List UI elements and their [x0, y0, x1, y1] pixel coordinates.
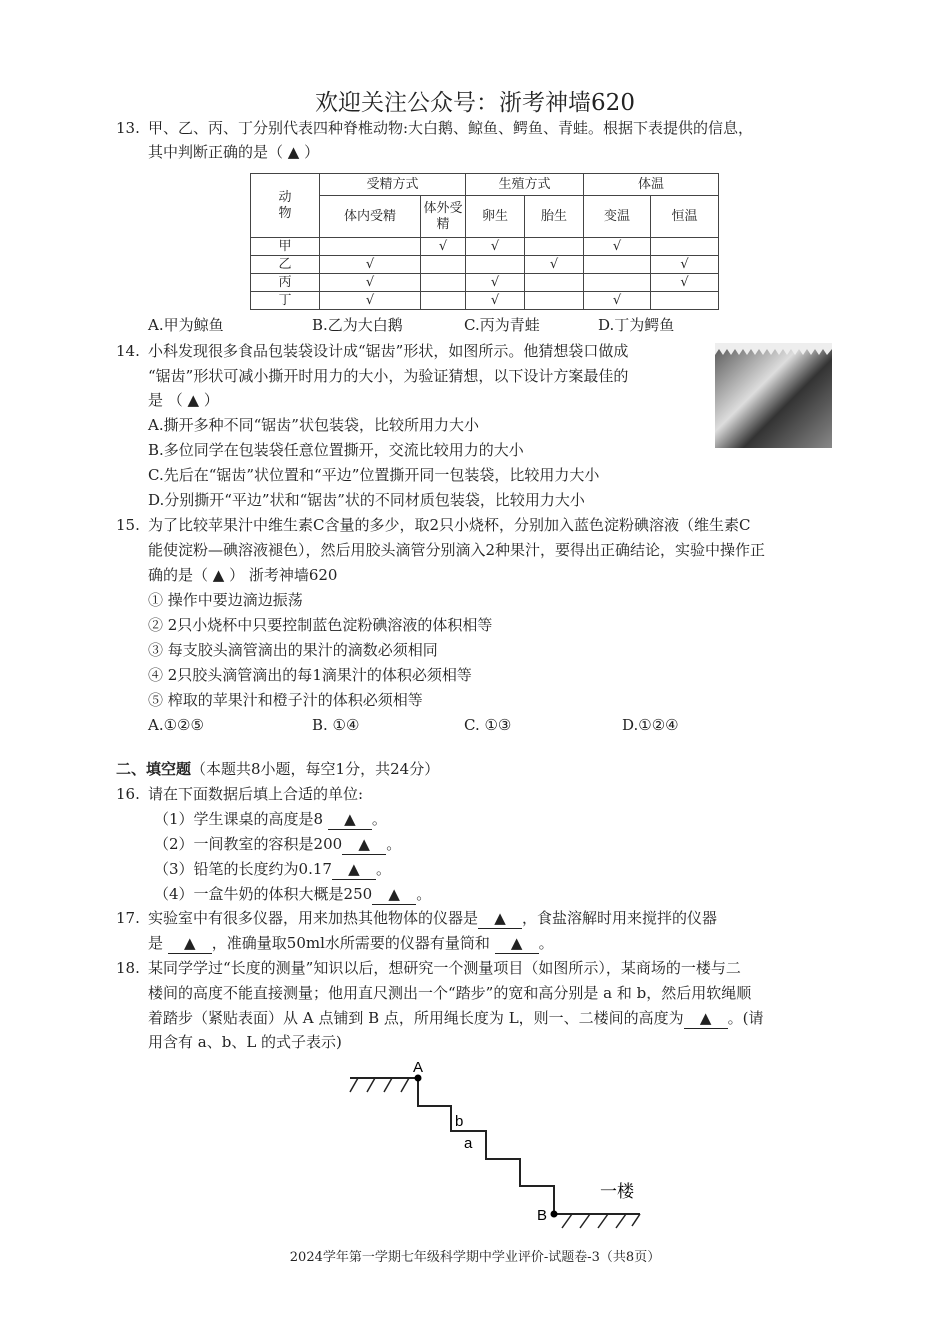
- table-col-header: 胎生: [525, 196, 584, 238]
- q18-number: 18.: [116, 959, 140, 977]
- point-b-label: B: [537, 1207, 548, 1224]
- text-segment: （4）一盒牛奶的体积大概是250: [154, 885, 373, 903]
- table-col-header: 体外受精: [421, 196, 466, 238]
- q14-option: C.先后在“锯齿”状位置和“平边”位置撕开同一包装袋，比较用力大小: [148, 466, 600, 484]
- table-group-header: 体温: [584, 174, 719, 196]
- text-segment: 。(请: [727, 1009, 764, 1027]
- q15-item: ④ 2只胶头滴管滴出的每1滴果汁的体积必须相等: [148, 666, 472, 684]
- text-segment: （2）一间教室的容积是200: [154, 835, 343, 853]
- table-group-header: 生殖方式: [466, 174, 584, 196]
- q15-item: ③ 每支胶头滴管滴出的果汁的滴数必须相同: [148, 641, 438, 659]
- height-b-label: b: [455, 1113, 464, 1130]
- q16-text: 请在下面数据后填上合适的单位:: [148, 785, 364, 803]
- text-segment: 实验室中有很多仪器，用来加热其他物体的仪器是: [148, 909, 479, 927]
- answer-blank: ▲: [495, 933, 539, 954]
- text-segment: 。: [538, 934, 554, 952]
- table-cell: √: [421, 238, 466, 256]
- q13-number: 13.: [116, 119, 140, 137]
- table-cell: √: [466, 238, 525, 256]
- first-floor-label: 一楼: [600, 1182, 634, 1201]
- width-a-label: a: [464, 1135, 473, 1152]
- q15-item: ② 2只小烧杯中只要控制蓝色淀粉碘溶液的体积相等: [148, 616, 493, 634]
- text-segment: 。: [416, 885, 432, 903]
- q15-option-a: A.①②⑤: [148, 716, 204, 734]
- text-segment: ，食盐溶解时用来搅拌的仪器: [522, 909, 718, 927]
- animal-name: 乙: [251, 256, 320, 274]
- text-segment: 。: [375, 860, 391, 878]
- q15-text: 确的是（ ▲ ） 浙考神墙620: [148, 566, 338, 584]
- q14-option: B.多位同学在包装袋任意位置撕开，交流比较用力的大小: [148, 441, 524, 459]
- q14-option: A.撕开多种不同“锯齿”状包装袋，比较所用力大小: [148, 416, 479, 434]
- table-col-header: 卵生: [466, 196, 525, 238]
- answer-blank: ▲: [478, 908, 522, 929]
- answer-blank: ▲: [372, 884, 416, 905]
- table-corner: 动 物: [251, 174, 320, 238]
- text-segment: （3）铅笔的长度约为0.17: [154, 860, 332, 878]
- q14-text: 是 （ ▲ ）: [148, 391, 219, 409]
- q13-text: 其中判断正确的是（ ▲ ）: [148, 143, 320, 161]
- answer-blank: ▲: [342, 834, 386, 855]
- q15-number: 15.: [116, 516, 140, 534]
- q18-text: 用含有 a、b、L 的式子表示): [148, 1033, 342, 1051]
- table-cell: √: [651, 256, 719, 274]
- q15-option-b: B. ①④: [312, 716, 360, 734]
- animal-name: 甲: [251, 238, 320, 256]
- text-segment: 二、填空题: [116, 760, 192, 778]
- table-cell: √: [584, 238, 651, 256]
- answer-blank: ▲: [684, 1008, 728, 1029]
- table-cell: √: [584, 292, 651, 310]
- q13-option-d: D.丁为鳄鱼: [598, 316, 675, 334]
- point-a-label: A: [413, 1059, 424, 1076]
- header-banner: 欢迎关注公众号：浙考神墙620: [315, 90, 635, 116]
- q14-number: 14.: [116, 342, 140, 360]
- text-segment: 。: [371, 810, 387, 828]
- table-group-header: 受精方式: [320, 174, 466, 196]
- q15-item: ① 操作中要边滴边振荡: [148, 591, 303, 609]
- table-col-header: 变温: [584, 196, 651, 238]
- q17-number: 17.: [116, 909, 140, 927]
- text-segment: ，准确量取50ml水所需要的仪器有量筒和: [211, 934, 495, 952]
- table-cell: √: [466, 274, 525, 292]
- q15-option-c: C. ①③: [464, 716, 512, 734]
- text-segment: 是: [148, 934, 168, 952]
- q13-option-c: C.丙为青蛙: [464, 316, 540, 334]
- q14-option: D.分别撕开“平边”状和“锯齿”状的不同材质包装袋，比较用力大小: [148, 491, 585, 509]
- page-footer: 2024学年第一学期七年级科学期中学业评价-试题卷-3（共8页）: [289, 1250, 661, 1265]
- answer-blank: ▲: [168, 933, 212, 954]
- table-col-header: 体内受精: [320, 196, 421, 238]
- text-segment: （本题共8小题，每空1分，共24分）: [191, 760, 440, 778]
- answer-blank: ▲: [328, 809, 372, 830]
- q15-text: 为了比较苹果汁中维生素C含量的多少，取2只小烧杯，分别加入蓝色淀粉碘溶液（维生素C: [148, 516, 751, 534]
- q14-text: “锯齿”形状可减小撕开时用力的大小，为验证猜想，以下设计方案最佳的: [148, 367, 629, 385]
- text-segment: （1）学生课桌的高度是8: [154, 810, 328, 828]
- q14-text: 小科发现很多食品包装袋设计成“锯齿”形状，如图所示。他猜想袋口做成: [148, 342, 629, 360]
- q15-item: ⑤ 榨取的苹果汁和橙子汁的体积必须相等: [148, 691, 423, 709]
- table-cell: √: [320, 292, 421, 310]
- table-col-header: 恒温: [651, 196, 719, 238]
- table-cell: √: [525, 256, 584, 274]
- table-cell: √: [466, 292, 525, 310]
- stairs-outline: [418, 1078, 554, 1214]
- table-cell: √: [320, 274, 421, 292]
- text-segment: 。: [386, 835, 402, 853]
- q13-option-a: A.甲为鲸鱼: [148, 316, 224, 334]
- table-cell: √: [651, 274, 719, 292]
- answer-blank: ▲: [332, 859, 376, 880]
- q18-text: 楼间的高度不能直接测量；他用直尺测出一个“踏步”的宽和高分别是 a 和 b，然后用软绳顺: [148, 984, 752, 1002]
- q13-option-b: B.乙为大白鹅: [312, 316, 403, 334]
- text-segment: 着踏步（紧贴表面）从 A 点铺到 B 点，所用绳长度为 L，则一、二楼间的高度为: [148, 1009, 684, 1027]
- animal-name: 丁: [251, 292, 320, 310]
- q13-text: 甲、乙、丙、丁分别代表四种脊椎动物:大白鹅、鲸鱼、鳄鱼、青蛙。根据下表提供的信息，: [148, 119, 754, 137]
- table-cell: √: [320, 256, 421, 274]
- animal-name: 丙: [251, 274, 320, 292]
- q18-text: 某同学学过“长度的测量”知识以后，想研究一个测量项目（如图所示），某商场的一楼与二: [148, 959, 741, 977]
- q15-option-d: D.①②④: [622, 716, 679, 734]
- q15-text: 能使淀粉—碘溶液褪色），然后用胶头滴管分别滴入2种果汁，要得出正确结论，实验中操作正: [148, 541, 766, 559]
- q16-number: 16.: [116, 785, 140, 803]
